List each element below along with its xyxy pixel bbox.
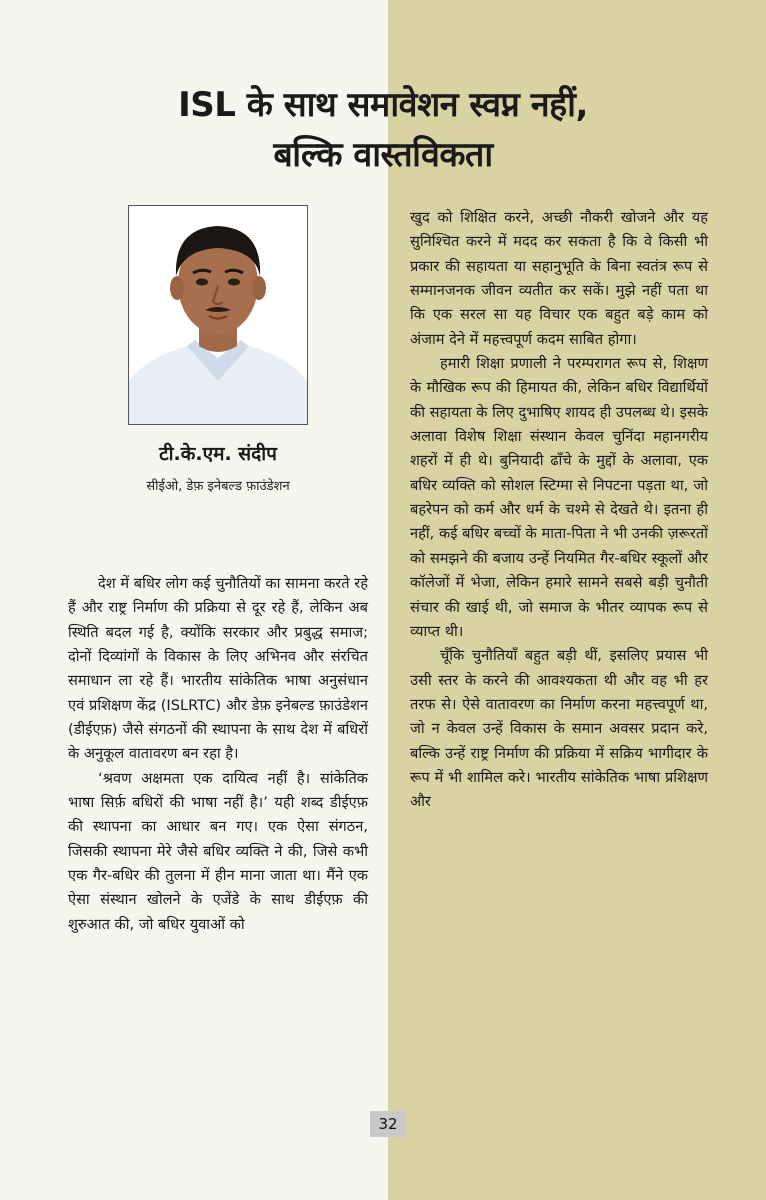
title-line-1: ISL के साथ समावेशन स्वप्न नहीं, [178, 85, 588, 125]
article-title [0, 80, 766, 180]
paragraph: ‘श्रवण अक्षमता एक दायित्व नहीं है। सांकेतिक भाषा सिर्फ़ बधिरों की भाषा नहीं है।’ यही शब्द डीईएफ़ की स्थापना का आधार बन गए। एक ऐसा संगठन, जिसकी स्थापना मेरे जैसे बधिर व्यक्ति ने की, जिसे कभी एक गैर-बधिर की तुलना में हीन माना जाता था। मैंने एक ऐसा संस्थान खोलने के एजेंडे के साथ डीईएफ़ की शुरुआत की, जो बधिर युवाओं को [68, 769, 368, 933]
author-name: टी.के.एम. संदीप [159, 443, 277, 465]
paragraph: चूँकि चुनौतियाँ बहुत बड़ी थीं, इसलिए प्रयास भी उसी स्तर के करने की आवश्यकता थी और वह भी हर तरफ से। ऐसे वातावरण का निर्माण करना महत्त्वपूर्ण था, जो न केवल उन्हें विकास के समान अवसर प्रदान करे, बल्कि उन्हें राष्ट्र निर्माण की प्रक्रिया में सक्रिय भागीदार के रूप में भी शामिल करे। भारतीय सांकेतिक भाषा प्रशिक्षण और [410, 647, 708, 811]
paragraph: हमारी शिक्षा प्रणाली ने परम्परागत रूप से, शिक्षण के मौखिक रूप की हिमायत की, लेकिन बधिर विद्यार्थियों की सहायता के लिए दुभाषिए शायद ही उपलब्ध थे। इसके अलावा विशेष शिक्षा संस्थान केवल चुनिंदा महानगरीय शहरों में ही थे। बुनियादी ढाँचे के मुद्दों के अलावा, एक बधिर व्यक्ति को सोशल स्टिग्मा से निपटना पड़ता था, जो बहरेपन को कर्म और धर्म के चश्मे से देखते थे। इतना ही नहीं, कई बधिर बच्चों के माता-पिता ने भी उनकी ज़रूरतों को समझने की बजाय उन्हें नियमित गैर-बधिर स्कूलों और कॉलेजों में भेजा, लेकिन हमारे सामने सबसे बड़ी चुनौती संचार की खाई थी, जो समाज के भीतर व्यापक रूप से व्याप्त थी। [410, 355, 709, 640]
title-line-2: बल्कि वास्तविकता [273, 135, 493, 175]
author-portrait-image [129, 206, 307, 424]
paragraph-continuation: खुद को शिक्षित करने, अच्छी नौकरी खोजने और यह सुनिश्चित करने में मदद कर सकता है कि वे किसी भी प्रकार की सहायता या सहानुभूति के बिना स्वतंत्र रूप से सम्मानजनक जीवन व्यतीत कर सकें। मुझे नहीं पता था कि एक सरल सा यह विचार एक बहुत बड़े काम को अंजाम देने में महत्त्वपूर्ण कदम साबित होगा। [410, 209, 708, 348]
author-designation: सीईओ, डेफ़ इनेबल्ड फ़ाउंडेशन [146, 479, 290, 494]
left-text-column [68, 572, 368, 937]
page-number: 32 [370, 1111, 406, 1137]
author-photo [128, 205, 308, 425]
right-text-column [410, 206, 708, 815]
paragraph: देश में बधिर लोग कई चुनौतियों का सामना करते रहे हैं और राष्ट्र निर्माण की प्रक्रिया से दूर रहे हैं, लेकिन अब स्थिति बदल गई है, क्योंकि सरकार और प्रबुद्ध समाज; दोनों दिव्यांगों के विकास के लिए अभिनव और संरचित समाधान ला रहे हैं। भारतीय सांकेतिक भाषा अनुसंधान एवं प्रशिक्षण केंद्र (ISLRTC) और डेफ़ इनेबल्ड फ़ाउंडेशन (डीईएफ़) जैसे संगठनों की स्थापना के साथ देश में बधिरों के अनुकूल वातावरण बन रहा है। [68, 575, 368, 763]
